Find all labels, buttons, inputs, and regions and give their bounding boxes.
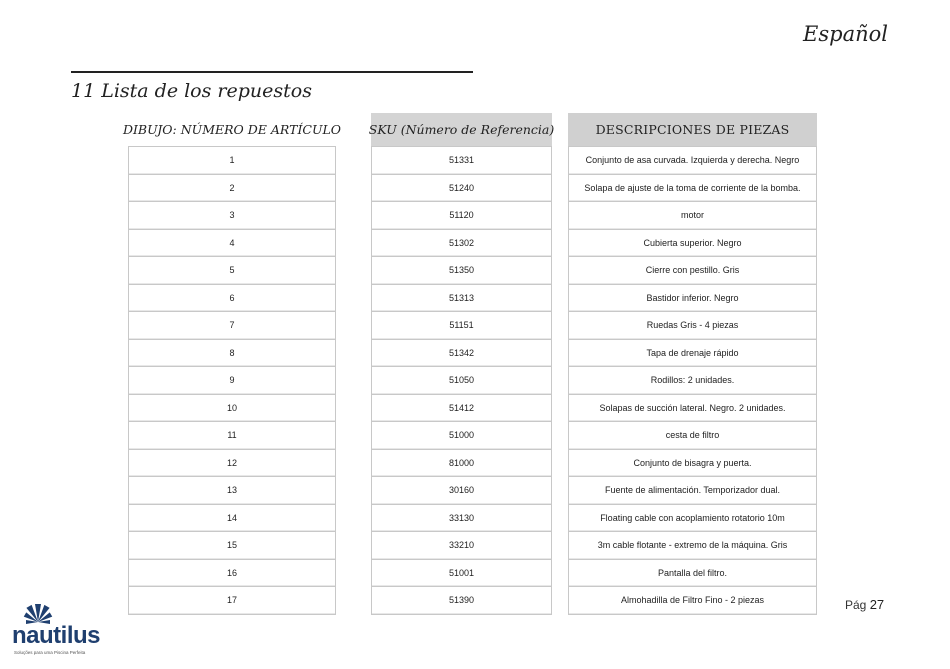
sku-cell: 51151 (372, 312, 551, 340)
description-cell: 3m cable flotante - extremo de la máquina. Gris (569, 532, 816, 560)
item-number-cell: 11 (129, 422, 335, 450)
sku-cell: 51342 (372, 340, 551, 368)
description-cell: Rodillos: 2 unidades. (569, 367, 816, 395)
description-cell: motor (569, 202, 816, 230)
column-header-sku: SKU (Número de Referencia) (371, 113, 552, 146)
description-cell: Almohadilla de Filtro Fino - 2 piezas (569, 587, 816, 615)
sku-cell: 51001 (372, 560, 551, 588)
item-number-cell: 17 (129, 587, 335, 615)
logo-tagline: Soluções para uma Piscina Perfeita (14, 650, 86, 655)
sku-cell: 33130 (372, 505, 551, 533)
description-cell: Fuente de alimentación. Temporizador dual. (569, 477, 816, 505)
description-cell: Pantalla del filtro. (569, 560, 816, 588)
item-number-cells (128, 146, 336, 615)
description-cell: Tapa de drenaje rápido (569, 340, 816, 368)
description-cell: Conjunto de asa curvada. Izquierda y derecha. Negro (569, 146, 816, 175)
item-number-cell: 8 (129, 340, 335, 368)
item-number-cell: 15 (129, 532, 335, 560)
item-number-cell: 12 (129, 450, 335, 478)
column-description (568, 113, 817, 615)
item-number-cell: 1 (129, 146, 335, 175)
sku-cell: 51000 (372, 422, 551, 450)
description-cell: Ruedas Gris - 4 piezas (569, 312, 816, 340)
logo-wordmark: nautilus (12, 622, 101, 649)
sku-cell: 51302 (372, 230, 551, 258)
sku-cell: 51240 (372, 175, 551, 203)
item-number-cell: 2 (129, 175, 335, 203)
description-cell: Floating cable con acoplamiento rotatorio 10m (569, 505, 816, 533)
item-number-cell: 10 (129, 395, 335, 423)
description-cell: Cierre con pestillo. Gris (569, 257, 816, 285)
description-cell: Solapas de succión lateral. Negro. 2 unidades. (569, 395, 816, 423)
item-number-cell: 13 (129, 477, 335, 505)
sku-cell: 30160 (372, 477, 551, 505)
description-cell: cesta de filtro (569, 422, 816, 450)
sku-cell: 51120 (372, 202, 551, 230)
sku-cells (371, 146, 552, 615)
section-title: 11 Lista de los repuestos (71, 80, 312, 102)
sku-cell: 51412 (372, 395, 551, 423)
description-cell: Cubierta superior. Negro (569, 230, 816, 258)
sku-cell: 51313 (372, 285, 551, 313)
sku-cell: 51390 (372, 587, 551, 615)
description-cell: Bastidor inferior. Negro (569, 285, 816, 313)
title-rule (71, 71, 473, 73)
language-label: Español (803, 22, 888, 46)
item-number-cell: 7 (129, 312, 335, 340)
item-number-cell: 14 (129, 505, 335, 533)
page-prefix: Pág (845, 598, 867, 612)
column-sku (368, 113, 555, 615)
item-number-cell: 6 (129, 285, 335, 313)
sku-cell: 33210 (372, 532, 551, 560)
column-header-description: DESCRIPCIONES DE PIEZAS (568, 113, 817, 146)
sku-cell: 51350 (372, 257, 551, 285)
item-number-cell: 3 (129, 202, 335, 230)
item-number-cell: 5 (129, 257, 335, 285)
column-item-number (122, 113, 342, 615)
sku-cell: 81000 (372, 450, 551, 478)
page-number-value: 27 (869, 597, 885, 612)
column-header-item-number: DIBUJO: NÚMERO DE ARTÍCULO (122, 122, 342, 137)
page-number (845, 597, 884, 612)
sku-cell: 51331 (372, 146, 551, 175)
description-cell: Solapa de ajuste de la toma de corriente de la bomba. (569, 175, 816, 203)
description-cell: Conjunto de bisagra y puerta. (569, 450, 816, 478)
item-number-cell: 9 (129, 367, 335, 395)
sku-cell: 51050 (372, 367, 551, 395)
item-number-cell: 4 (129, 230, 335, 258)
item-number-cell: 16 (129, 560, 335, 588)
description-cells (568, 146, 817, 615)
